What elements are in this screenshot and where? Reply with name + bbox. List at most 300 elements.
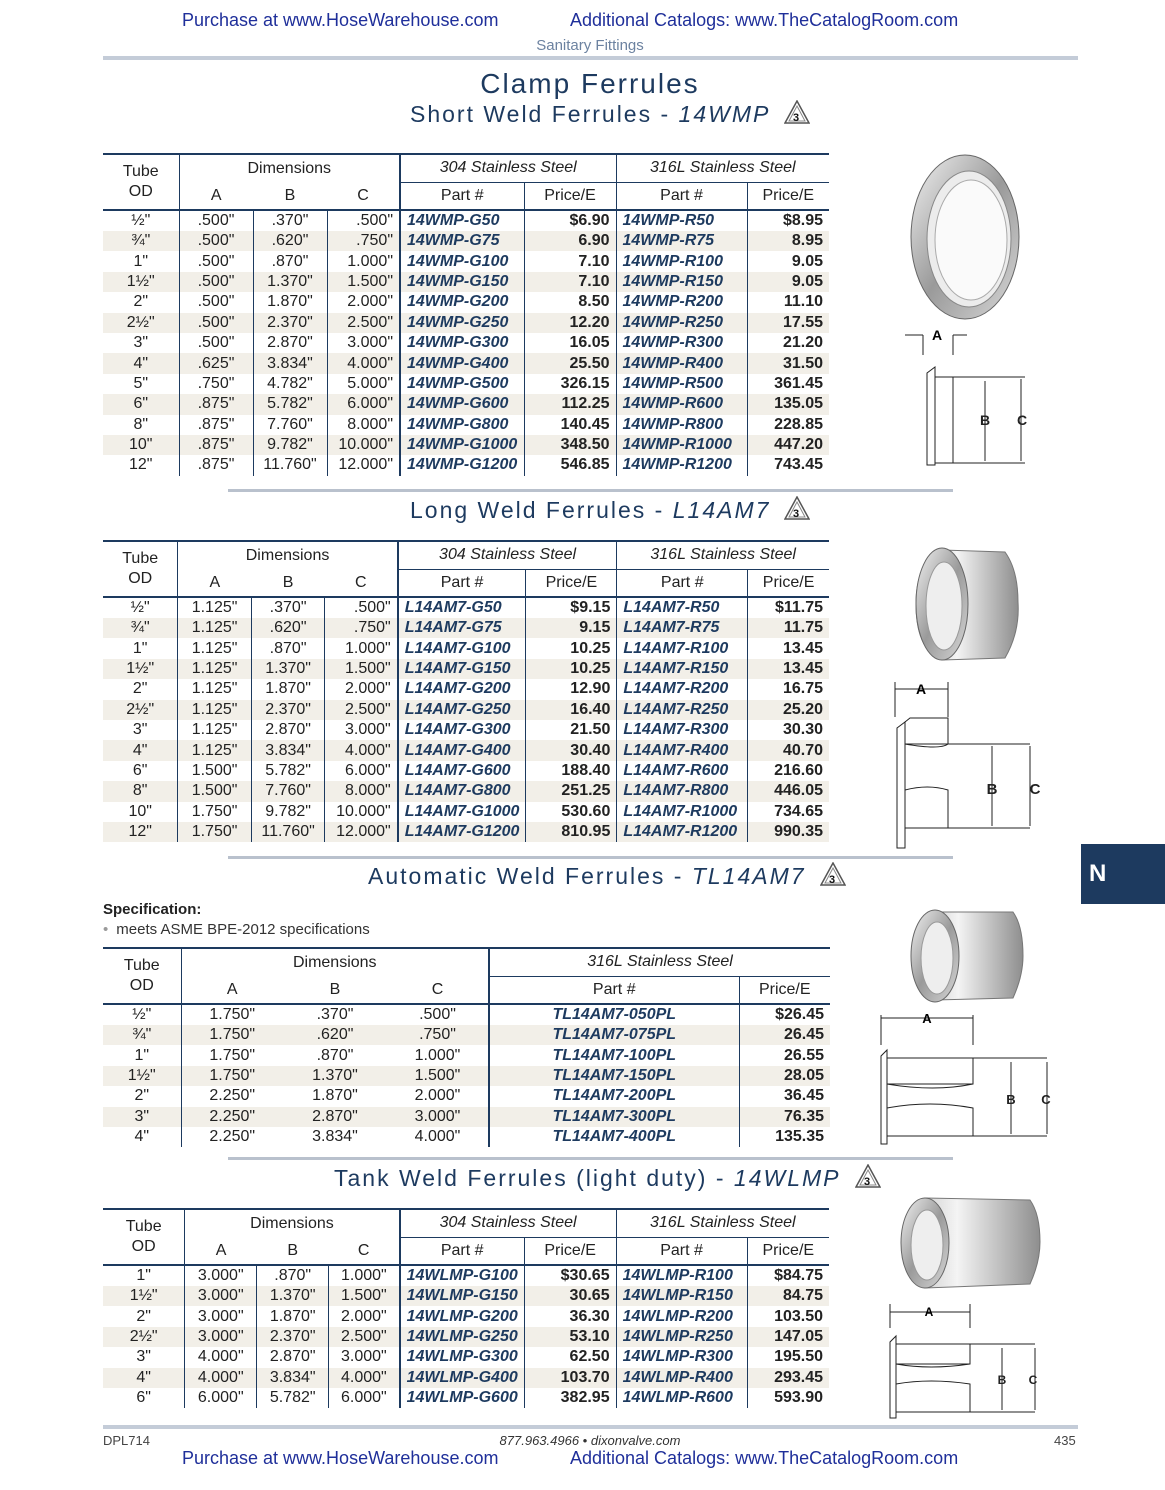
cell-pr316: 361.45: [747, 374, 829, 394]
cell-p316: 14WMP-R200: [616, 292, 747, 312]
cell-b: 2.870": [253, 333, 327, 353]
cell-pr316: 84.75: [747, 1286, 829, 1306]
cell-p304: 14WLMP-G300: [400, 1347, 525, 1367]
cell-p304: 14WMP-G600: [400, 394, 524, 414]
cell-a: 1.750": [181, 1045, 283, 1065]
cell-pr316: 743.45: [747, 455, 829, 475]
cell-od: ¾": [103, 618, 178, 638]
cell-pr316: 21.20: [747, 333, 829, 353]
cell-a: .500": [179, 313, 253, 333]
cell-a: 1.750": [178, 802, 251, 822]
cell-pr316: 103.50: [747, 1306, 829, 1326]
table-row: [103, 740, 829, 760]
col-b: B: [283, 976, 387, 1004]
svg-text:A: A: [931, 327, 943, 343]
cell-pr316: 31.50: [747, 353, 829, 373]
col-price-304: Price/E: [526, 569, 617, 597]
3a-sanitary-icon: [820, 862, 846, 886]
section3-title: Automatic Weld Ferrules - TL14AM7 3: [368, 862, 846, 890]
cell-a: 1.125": [178, 618, 251, 638]
cell-pr304: 112.25: [524, 394, 616, 414]
cell-pr316: 446.05: [748, 781, 829, 801]
cell-od: 4": [134, 1128, 150, 1146]
cell-a: 1.125": [178, 597, 251, 618]
cell-p316: 14WMP-R300: [616, 333, 747, 353]
cell-a: 3.000": [185, 1286, 257, 1306]
ss316-header: 316L Stainless Steel: [616, 1209, 829, 1237]
cell-od: 12": [129, 456, 153, 474]
cell-od: 12": [103, 822, 178, 842]
cell-c: 2.000": [327, 292, 400, 312]
cell-b: 11.760": [253, 455, 327, 475]
col-price-304: Price/E: [524, 182, 616, 210]
short-weld-ferrule-figure: [895, 145, 1070, 480]
svg-text:C: C: [1029, 781, 1041, 798]
cell-p304: 14WMP-G800: [400, 415, 524, 435]
cell-pr304: 8.50: [524, 292, 616, 312]
cell-p316: TL14AM7-300PL: [489, 1107, 739, 1127]
cell-c: 2.000": [414, 1087, 461, 1105]
cell-od: 3": [132, 721, 148, 739]
cell-p304: L14AM7-G300: [398, 720, 526, 740]
cell-c: 1.500": [329, 1286, 400, 1306]
svg-text:C: C: [1016, 412, 1028, 428]
cell-od: 3": [136, 1348, 151, 1366]
cell-p316: L14AM7-R75: [617, 618, 748, 638]
col-part-316: Part #: [489, 976, 739, 1004]
cell-a: 2.250": [181, 1107, 283, 1127]
cell-p316: L14AM7-R800: [617, 781, 748, 801]
col-price-316: Price/E: [739, 976, 830, 1004]
cell-pr304: 7.10: [524, 272, 616, 292]
cell-pr316: 147.05: [747, 1327, 829, 1347]
cell-a: 1.750": [181, 1004, 283, 1025]
cell-c: 1.000": [325, 638, 398, 658]
cell-a: 1.500": [178, 781, 251, 801]
cell-a: .500": [179, 251, 253, 271]
cell-pr304: 140.45: [524, 415, 616, 435]
cell-pr304: 12.20: [524, 313, 616, 333]
cell-b: 9.782": [253, 435, 327, 455]
table-row: [103, 1086, 830, 1106]
cell-pr316: 26.45: [739, 1025, 830, 1045]
cell-p304: 14WMP-G200: [400, 292, 524, 312]
svg-text:C: C: [1028, 1373, 1038, 1387]
cell-od: 1": [132, 639, 148, 657]
cell-p304: L14AM7-G800: [398, 781, 526, 801]
page-title: Clamp Ferrules: [480, 68, 700, 99]
cell-pr304: 36.30: [524, 1306, 616, 1326]
cell-a: 1.125": [178, 659, 251, 679]
cell-a: 1.500": [178, 761, 251, 781]
cell-b: .370": [253, 210, 327, 231]
svg-text:A: A: [922, 1011, 932, 1026]
cell-a: 3.000": [185, 1265, 257, 1286]
cell-pr304: 7.10: [524, 251, 616, 271]
cell-pr304: 348.50: [524, 435, 616, 455]
cell-pr316: 30.30: [748, 720, 829, 740]
cell-p316: L14AM7-R400: [617, 740, 748, 760]
cell-a: 4.000": [185, 1368, 257, 1388]
cell-p304: 14WMP-G150: [400, 272, 524, 292]
cell-p316: 14WLMP-R250: [616, 1327, 747, 1347]
cell-b: 2.370": [253, 313, 327, 333]
table-row: [103, 1066, 830, 1086]
cell-pr316: 13.45: [748, 659, 829, 679]
cell-b: 3.834": [312, 1128, 358, 1146]
col-part-304: Part #: [400, 182, 524, 210]
cell-p316: 14WLMP-R200: [616, 1306, 747, 1326]
cell-c: 1.500": [325, 659, 398, 679]
cell-p316: 14WMP-R600: [616, 394, 747, 414]
long-weld-table: [103, 540, 829, 842]
cell-pr304: 530.60: [526, 802, 617, 822]
cell-od: 8": [133, 415, 149, 433]
bullet-icon: •: [103, 921, 109, 938]
col-a: A: [178, 569, 251, 597]
table-row: [103, 231, 829, 251]
ss304-header: 304 Stainless Steel: [400, 154, 616, 182]
cell-b: 3.834": [251, 740, 325, 760]
cell-p304: 14WLMP-G400: [400, 1368, 525, 1388]
3a-sanitary-icon: [784, 496, 810, 520]
cell-b: 3.834": [257, 1368, 329, 1388]
cell-pr316: 8.95: [747, 231, 829, 251]
table-row: [103, 313, 829, 333]
svg-text:3: 3: [793, 508, 802, 520]
cell-p316: TL14AM7-100PL: [489, 1045, 739, 1065]
tube-od-header: Tube OD: [103, 948, 181, 1004]
table-row: [103, 1004, 830, 1025]
cell-b: .370": [251, 597, 325, 618]
ss304-header: 304 Stainless Steel: [398, 541, 617, 569]
cell-a: 2.250": [181, 1086, 283, 1106]
cell-pr316: 734.65: [748, 802, 829, 822]
cell-pr304: 21.50: [526, 720, 617, 740]
cell-pr316: 447.20: [747, 435, 829, 455]
table-row: [103, 618, 829, 638]
cell-c: 2.000": [329, 1306, 400, 1326]
cell-pr316: 17.55: [747, 313, 829, 333]
cell-a: .750": [179, 374, 253, 394]
dimensions-header: Dimensions: [179, 154, 400, 182]
cell-a: .500": [179, 333, 253, 353]
cell-c: .750": [387, 1025, 489, 1045]
cell-c: .750": [325, 618, 398, 638]
cell-c: 6.000": [327, 394, 400, 414]
cell-pr316: 11.75: [748, 618, 829, 638]
category-label: Sanitary Fittings: [536, 37, 644, 54]
cell-c: 4.000": [329, 1368, 400, 1388]
cell-c: 6.000": [325, 761, 398, 781]
col-c: C: [327, 182, 400, 210]
cell-b: 1.870": [312, 1087, 358, 1105]
cell-b: 1.370": [257, 1286, 329, 1306]
table-row: [103, 1107, 830, 1127]
cell-pr316: 990.35: [748, 822, 829, 842]
cell-b: .620": [251, 618, 325, 638]
cell-od: 4": [103, 353, 179, 373]
table-row: [103, 1127, 830, 1147]
cell-c: 4.000": [414, 1128, 461, 1146]
cell-pr304: 326.15: [524, 374, 616, 394]
col-b: B: [251, 569, 325, 597]
cell-p316: L14AM7-R1200: [617, 822, 748, 842]
cell-od: 3": [133, 334, 149, 352]
tank-weld-table: [103, 1208, 829, 1408]
table-row: [103, 720, 829, 740]
col-price-304: Price/E: [524, 1237, 616, 1265]
cell-pr304: 188.40: [526, 761, 617, 781]
cell-p316: TL14AM7-075PL: [489, 1025, 739, 1045]
cell-b: 5.782": [253, 394, 327, 414]
cell-p316: TL14AM7-400PL: [489, 1127, 739, 1147]
cell-pr316: 11.10: [747, 292, 829, 312]
dimensions-header: Dimensions: [178, 541, 398, 569]
col-part-316: Part #: [616, 182, 747, 210]
cell-pr304: 251.25: [526, 781, 617, 801]
col-a: A: [185, 1237, 257, 1265]
cell-p316: TL14AM7-050PL: [489, 1004, 739, 1025]
tube-od-header: Tube OD: [103, 154, 179, 210]
cell-pr316: 25.20: [748, 700, 829, 720]
cell-p316: L14AM7-R300: [617, 720, 748, 740]
catalogs-link[interactable]: Additional Catalogs: www.TheCatalogRoom.com: [570, 10, 959, 30]
table-row: [103, 1045, 830, 1065]
cell-a: .500": [179, 210, 253, 231]
cell-od: 5": [133, 374, 149, 392]
table-row: [103, 822, 829, 842]
table-row: [103, 292, 829, 312]
table-row: [103, 1306, 829, 1326]
table-row: [103, 210, 829, 231]
cell-p304: L14AM7-G75: [398, 618, 526, 638]
svg-text:B: B: [1006, 1092, 1016, 1107]
ss316-header: 316L Stainless Steel: [616, 154, 829, 182]
cell-od: ½": [131, 212, 151, 229]
cell-b: 1.870": [253, 292, 327, 312]
table-row: [103, 374, 829, 394]
cell-c: 2.500": [325, 700, 398, 720]
cell-p316: L14AM7-R150: [617, 659, 748, 679]
table-row: [103, 597, 829, 618]
cell-p316: 14WMP-R50: [616, 210, 747, 231]
cell-pr316: $26.45: [739, 1004, 830, 1025]
cell-a: .875": [179, 435, 253, 455]
ss316-header: 316L Stainless Steel: [617, 541, 829, 569]
cell-pr304: 6.90: [524, 231, 616, 251]
cell-pr316: 40.70: [748, 740, 829, 760]
cell-od: 4": [103, 1368, 185, 1388]
cell-pr304: 103.70: [524, 1368, 616, 1388]
cell-od: 1½": [103, 659, 178, 679]
cell-p304: L14AM7-G100: [398, 638, 526, 658]
specification-item: • meets ASME BPE-2012 specifications: [103, 921, 370, 938]
cell-p316: 14WMP-R1000: [616, 435, 747, 455]
cell-c: 4.000": [325, 740, 398, 760]
col-price-316: Price/E: [748, 569, 829, 597]
cell-od: ¾": [103, 1025, 181, 1045]
cell-c: 3.000": [329, 1347, 400, 1367]
cell-p304: 14WMP-G1200: [400, 455, 524, 475]
cell-p304: L14AM7-G150: [398, 659, 526, 679]
cell-b: .620": [253, 231, 327, 251]
col-c: C: [387, 976, 489, 1004]
cell-p304: L14AM7-G1000: [398, 802, 526, 822]
cell-p304: 14WMP-G400: [400, 353, 524, 373]
table-row: [103, 802, 829, 822]
table-row: [103, 353, 829, 373]
cell-b: 7.760": [251, 781, 325, 801]
cell-p316: 14WMP-R100: [616, 251, 747, 271]
cell-p304: L14AM7-G600: [398, 761, 526, 781]
cell-p304: 14WMP-G500: [400, 374, 524, 394]
col-part-304: Part #: [398, 569, 526, 597]
cell-od: 2½": [103, 313, 179, 333]
cell-p316: 14WLMP-R100: [616, 1265, 747, 1286]
cell-pr304: $9.15: [526, 597, 617, 618]
cell-od: 6": [132, 761, 148, 779]
cell-pr304: 25.50: [524, 353, 616, 373]
cell-b: 1.370": [283, 1066, 387, 1086]
col-c: C: [329, 1237, 400, 1265]
cell-b: 2.370": [251, 700, 325, 720]
cell-b: 4.782": [253, 374, 327, 394]
cell-pr316: 16.75: [748, 679, 829, 699]
3a-sanitary-icon: [784, 100, 810, 124]
col-part-316: Part #: [617, 569, 748, 597]
cell-a: 3.000": [185, 1327, 257, 1347]
table-row: [103, 1388, 829, 1408]
section4-title: Tank Weld Ferrules (light duty) - 14WLMP 3: [334, 1164, 881, 1192]
cell-p316: L14AM7-R100: [617, 638, 748, 658]
cell-p304: 14WMP-G1000: [400, 435, 524, 455]
cell-p304: 14WMP-G50: [400, 210, 524, 231]
cell-p316: L14AM7-R250: [617, 700, 748, 720]
catalogs-link-footer[interactable]: Additional Catalogs: www.TheCatalogRoom.com: [570, 1448, 959, 1468]
purchase-link-footer[interactable]: Purchase at www.HoseWarehouse.com: [182, 1448, 499, 1468]
cell-b: .870": [251, 638, 325, 658]
cell-c: 8.000": [325, 781, 398, 801]
section-rule-1: [228, 489, 953, 492]
cell-p304: L14AM7-G50: [398, 597, 526, 618]
cell-pr316: 76.35: [739, 1107, 830, 1127]
cell-a: 3.000": [185, 1306, 257, 1326]
ss316-header: 316L Stainless Steel: [489, 948, 830, 976]
cell-b: .620": [283, 1025, 387, 1045]
cell-a: .875": [179, 455, 253, 475]
cell-b: .870": [316, 1046, 354, 1064]
col-c: C: [325, 569, 398, 597]
section-tab-n[interactable]: N: [1081, 844, 1165, 904]
cell-p316: TL14AM7-150PL: [489, 1066, 739, 1086]
cell-p304: 14WLMP-G600: [400, 1388, 525, 1408]
cell-p316: TL14AM7-200PL: [489, 1086, 739, 1106]
cell-a: 1.750": [178, 822, 251, 842]
cell-c: .500": [325, 597, 398, 618]
cell-od: ½": [130, 599, 150, 616]
cell-pr316: 135.05: [747, 394, 829, 414]
tube-od-header: Tube OD: [103, 1209, 185, 1265]
short-weld-table: [103, 153, 829, 476]
table-row: [103, 1025, 830, 1045]
col-a: A: [181, 976, 283, 1004]
cell-p304: L14AM7-G200: [398, 679, 526, 699]
cell-p304: 14WLMP-G150: [400, 1286, 525, 1306]
cell-pr316: $8.95: [747, 210, 829, 231]
ss304-header: 304 Stainless Steel: [400, 1209, 617, 1237]
cell-b: 7.760": [253, 415, 327, 435]
cell-a: 1.125": [178, 720, 251, 740]
table-row: [103, 1347, 829, 1367]
table-row: [103, 781, 829, 801]
cell-od: 2": [134, 1087, 150, 1105]
tank-weld-ferrule-figure: [880, 1192, 1065, 1422]
cell-c: 3.000": [327, 333, 400, 353]
cell-a: 1.125": [178, 679, 251, 699]
svg-text:3: 3: [793, 112, 802, 124]
cell-pr316: 228.85: [747, 415, 829, 435]
cell-od: 1": [136, 1267, 151, 1284]
cell-c: 1.000": [414, 1046, 461, 1064]
table-row: [103, 333, 829, 353]
table-row: [103, 679, 829, 699]
cell-p304: 14WMP-G100: [400, 251, 524, 271]
cell-p316: 14WMP-R150: [616, 272, 747, 292]
table-row: [103, 659, 829, 679]
col-price-316: Price/E: [747, 182, 829, 210]
cell-b: 11.760": [251, 822, 325, 842]
cell-c: 1.500": [327, 272, 400, 292]
cell-c: .500": [327, 210, 400, 231]
table-row: [103, 435, 829, 455]
cell-od: 8": [103, 781, 178, 801]
cell-p316: L14AM7-R200: [617, 679, 748, 699]
table-row: [103, 1286, 829, 1306]
cell-p316: 14WLMP-R400: [616, 1368, 747, 1388]
cell-pr316: 26.55: [739, 1045, 830, 1065]
table-row: [103, 394, 829, 414]
cell-a: .500": [179, 292, 253, 312]
footer-rule: [103, 1425, 1078, 1429]
cell-pr304: 382.95: [524, 1388, 616, 1408]
cell-b: 1.370": [253, 272, 327, 292]
cell-pr316: 13.45: [748, 638, 829, 658]
cell-b: 2.870": [251, 720, 325, 740]
purchase-link[interactable]: Purchase at www.HoseWarehouse.com: [182, 10, 499, 30]
table-row: [103, 455, 829, 475]
cell-c: 5.000": [327, 374, 400, 394]
doc-code: DPL714: [103, 1433, 150, 1448]
col-price-316: Price/E: [747, 1237, 829, 1265]
table-row: [103, 638, 829, 658]
cell-pr316: 216.60: [748, 761, 829, 781]
cell-c: 2.500": [327, 313, 400, 333]
table-row: [103, 1327, 829, 1347]
specification-label: Specification:: [103, 901, 202, 918]
cell-p304: 14WLMP-G100: [400, 1265, 525, 1286]
cell-od: 1": [134, 1046, 150, 1064]
contact-info: 877.963.4966 • dixonvalve.com: [499, 1433, 681, 1448]
cell-a: 2.250": [181, 1127, 283, 1147]
table-row: [103, 251, 829, 271]
cell-a: 1.750": [181, 1025, 283, 1045]
cell-c: 10.000": [325, 802, 398, 822]
cell-od: 2½": [103, 700, 178, 720]
cell-pr304: 30.65: [524, 1286, 616, 1306]
section-rule-2: [228, 856, 953, 859]
cell-c: 12.000": [327, 455, 400, 475]
